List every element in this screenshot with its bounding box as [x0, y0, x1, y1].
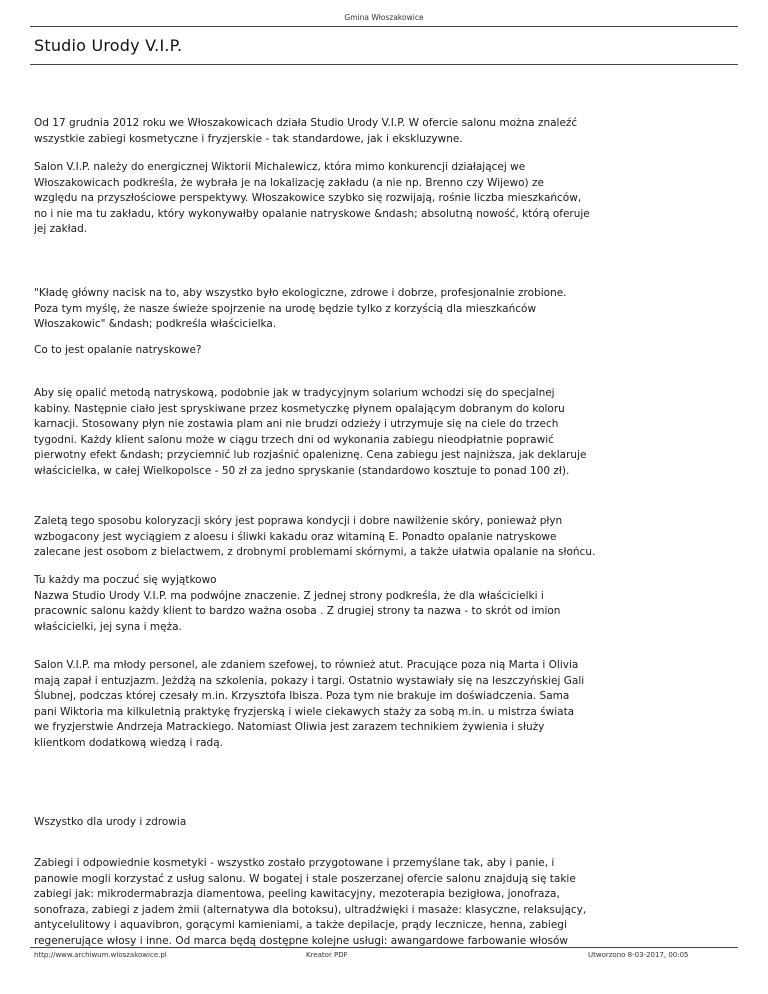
paragraph-treatments: Zabiegi i odpowiednie kosmetyki - wszystko zostało przygotowane i przemyślane tak, aby i panie, i panowie mogli korzystać z usług salonu. W bogatej i stale poszerzanej ofercie salonu znajdują się takie zabiegi jak: mikrodermabrazja diamentowa, peeling kawitacyjny, mezoterapia bezigłowa, jonofraza, sonofraza, zabiegi z jadem żmii (alternatywa dla botoksu), ultradźwięki i masaże: klasyczne, relaksujący, antycelulitowy i aquavibron, gorącymi kamieniami, a także depilacje, prądy lecznicze, henna, zabiegi regenerujące włosy i inne. Od marca będą dostępne kolejne usługi: awangardowe farbowanie włosów	[34, 857, 587, 947]
paragraph-intro: Od 17 grudnia 2012 roku we Włoszakowicach działa Studio Urody V.I.P. W ofercie salonu można znaleźć wszystkie zabiegi kosmetyczne i fryzjerskie - tak standardowe, jak i ekskluzywne.	[34, 117, 578, 145]
paragraph-staff: Salon V.I.P. ma młody personel, ale zdaniem szefowej, to również atut. Pracujące poza nią Marta i Olivia mają zapał i entuzjazm. Jeżdżą na szkolenia, pokazy i targi. Ostatnio wystawiały się na leszczyńskiej Gali Ślubnej, podczas której czesały m.in. Krzysztofa Ibisza. Poza tym nie brakuje im doświadczenia. Sama pani Wiktoria ma kilkuletnią praktykę fryzjerską i wiele ciekawych staży za sobą m.in. u mistrza świata we fryzjerstwie Andrzeja Matrackiego. Natomiast Oliwia jest zarazem technikiem żywienia i służy klientkom dodatkową wiedzą i radą.	[34, 659, 585, 749]
footer-divider	[30, 947, 738, 948]
footer-generator: Kreator PDF	[306, 951, 348, 959]
page-title: Studio Urody V.I.P.	[34, 36, 183, 55]
paragraph-benefits: Zaletą tego sposobu koloryzacji skóry jest poprawa kondycji i dobre nawilżenie skóry, ponieważ płyn wzbogacony jest wyciągiem z aloesu i śliwki kakadu oraz witaminą E. Ponadto opalanie natryskowe zalecane jest osobom z bielactwem, z drobnymi problemami skórnymi, a także ułatwia opalanie na słońcu.	[34, 515, 596, 558]
paragraph-quote: "Kładę główny nacisk na to, aby wszystko było ekologiczne, zdrowe i dobrze, profesjonalnie zrobione. Poza tym myślę, że nasze świeże spojrzenie na urodę będzie tylko z korzyścią dla mieszkańców Włoszakowic" &ndash; podkreśla właścicielka.	[34, 287, 567, 330]
section-heading-health: Wszystko dla urody i zdrowia	[34, 816, 187, 828]
title-divider	[30, 64, 738, 65]
section-heading-spray-tan: Co to jest opalanie natryskowe?	[34, 344, 202, 356]
paragraph-owner: Salon V.I.P. należy do energicznej Wiktorii Michalewicz, która mimo konkurencji działającej we Włoszakowicach podkreśla, że wybrała je na lokalizację zakładu (a nie np. Brenno czy Wijewo) ze względu na przyszłościowe perspektywy. Włoszakowice szybko się rozwijają, rośnie liczba mieszkańców, no i nie ma tu zakładu, który wykonywałby opalanie natryskowe &ndash; absolutną nowość, którą oferuje jej zakład.	[34, 161, 590, 235]
site-header: Gmina Włoszakowice	[344, 13, 424, 22]
header-divider	[30, 26, 738, 27]
paragraph-spray-tan: Aby się opalić metodą natryskową, podobnie jak w tradycyjnym solarium wchodzi się do specjalnej kabiny. Następnie ciało jest spryskiwane przez kosmetyczkę płynem opalającym dobranym do koloru karnacji. Stosowany płyn nie zostawia plam ani nie brudzi odzieży i utrzymuje się na ciele do trzech tygodni. Każdy klient salonu może w ciągu trzech dni od wykonania zabiegu nieodpłatnie poprawić pierwotny efekt &ndash; przyciemnić lub rozjaśnić opaleniznę. Cena zabiegu jest najniższa, jak deklaruje właścicielka, w całej Wielkopolsce - 50 zł za jedno spryskanie (standardowo kosztuje to ponad 100 zł).	[34, 387, 587, 477]
footer-url: http://www.archiwum.wloszakowice.pl	[34, 951, 167, 959]
footer-created: Utworzono 8-03-2017, 00:05	[588, 951, 689, 959]
paragraph-name-meaning: Tu każdy ma poczuć się wyjątkowo Nazwa Studio Urody V.I.P. ma podwójne znaczenie. Z jednej strony podkreśla, że dla właścicielki i pracownic salonu każdy klient to bardzo ważna osoba . Z drugiej strony ta nazwa - to skrót od imion właścicielki, jej syna i męża.	[34, 574, 561, 633]
